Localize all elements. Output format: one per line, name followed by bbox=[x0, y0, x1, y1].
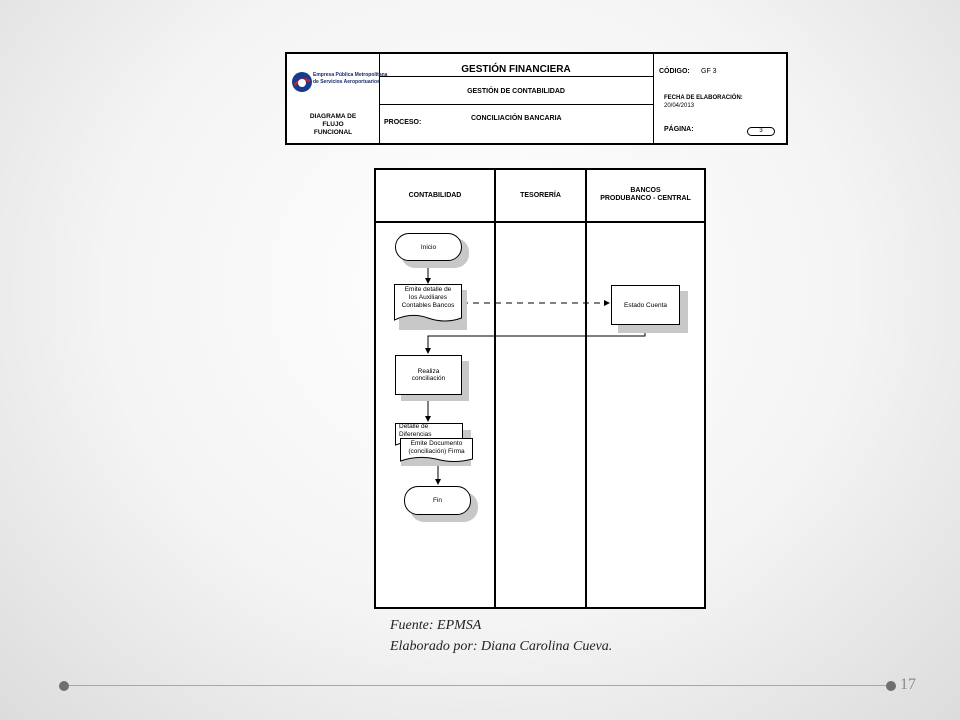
node-realiza-conciliacion: Realiza conciliación bbox=[395, 355, 462, 395]
logo-icon bbox=[291, 71, 313, 93]
date-value: 20/04/2013 bbox=[664, 103, 695, 109]
lane-header-tesoreria: TESORERÍA bbox=[520, 192, 561, 199]
node-emite-detalle: Emite detalle de los Auxiliares Contables Bancos bbox=[394, 284, 462, 324]
process-value: CONCILIACIÓN BANCARIA bbox=[471, 115, 562, 122]
slide-footer-dot-right bbox=[886, 681, 896, 691]
document-header-table bbox=[285, 52, 788, 145]
slide-footer-line bbox=[64, 685, 894, 686]
lane-header-contabilidad: CONTABILIDAD bbox=[408, 192, 462, 199]
node-detalle-diferencias: Detalle de Diferencias bbox=[395, 423, 463, 447]
caption-source: Fuente: EPMSA bbox=[390, 618, 482, 633]
process-label: PROCESO: bbox=[384, 119, 422, 126]
node-inicio: Inicio bbox=[395, 233, 462, 261]
node-emite-documento: Emite Documento (conciliación) Firma bbox=[400, 438, 473, 464]
organization-logo bbox=[291, 70, 388, 94]
code-value: GF 3 bbox=[701, 68, 717, 75]
lane-header-bancos: BANCOS PRODUBANCO - CENTRAL bbox=[600, 187, 691, 202]
org-name-line1: Empresa Pública Metropolitana bbox=[313, 72, 388, 78]
page-label: PÁGINA: bbox=[664, 126, 694, 133]
document-subtitle: GESTIÓN DE CONTABILIDAD bbox=[467, 88, 565, 95]
diagram-type-label: DIAGRAMA DE FLUJO FUNCIONAL bbox=[309, 113, 357, 136]
date-label: FECHA DE ELABORACIÓN: bbox=[664, 95, 743, 101]
slide-footer-dot-left bbox=[59, 681, 69, 691]
slide-number: 17 bbox=[900, 676, 916, 693]
node-fin: Fin bbox=[404, 486, 471, 515]
page-number-badge: 3 bbox=[747, 127, 775, 136]
caption-author: Elaborado por: Diana Carolina Cueva. bbox=[390, 639, 613, 654]
node-estado-cuenta: Estado Cuenta bbox=[611, 285, 680, 325]
document-title: GESTIÓN FINANCIERA bbox=[461, 64, 571, 75]
code-label: CÓDIGO: bbox=[659, 68, 690, 75]
org-name-line2: de Servicios Aeroportuarios bbox=[313, 79, 380, 85]
